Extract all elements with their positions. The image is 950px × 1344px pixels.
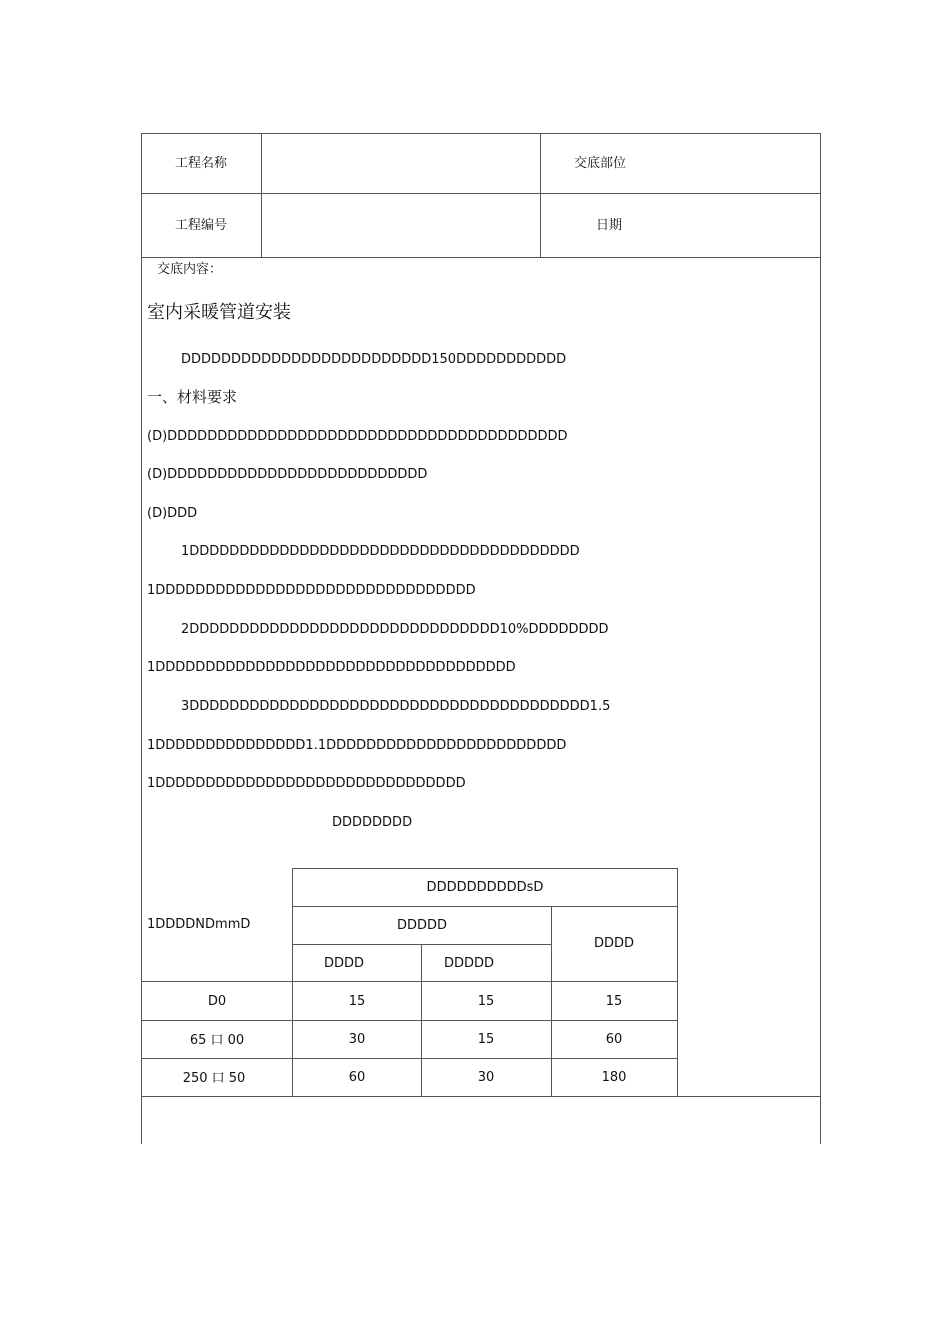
table-cell-size: 65 口 00 bbox=[189, 1033, 245, 1048]
table-cell: 15 bbox=[477, 1032, 495, 1047]
body-line: (D)DDDDDDDDDDDDDDDDDDDDDDDDDDDDDDDDDDDDDDDD bbox=[147, 429, 568, 444]
body-line: 3DDDDDDDDDDDDDDDDDDDDDDDDDDDDDDDDDDDDDDDD1.5 bbox=[181, 699, 611, 714]
project-name-label: 工程名称 bbox=[174, 156, 228, 171]
body-line: 2DDDDDDDDDDDDDDDDDDDDDDDDDDDDDDD10%DDDDDDDD bbox=[181, 622, 609, 637]
body-line: DDDDDDDDDDDDDDDDDDDDDDDDD150DDDDDDDDDDD bbox=[181, 352, 567, 367]
body-line: 1DDDDDDDDDDDDDDD1.1DDDDDDDDDDDDDDDDDDDDDDDD bbox=[147, 738, 567, 753]
table-group-header: DDDDDDDDDDsD bbox=[426, 880, 544, 895]
table-col-header-a: DDDD bbox=[323, 956, 365, 971]
content-label: 交底内容： bbox=[157, 262, 223, 277]
table-cell: 15 bbox=[348, 994, 366, 1009]
body-line: 1DDDDDDDDDDDDDDDDDDDDDDDDDDDDDDDDDDDDDDD bbox=[181, 544, 580, 559]
handover-part-label: 交底部位 bbox=[573, 156, 627, 171]
table-cell-size: 250 口 50 bbox=[182, 1071, 246, 1086]
table-row-header: 1DDDDNDmmD bbox=[147, 917, 251, 932]
body-line: 1DDDDDDDDDDDDDDDDDDDDDDDDDDDDDDDD bbox=[147, 583, 476, 598]
table-cell: 15 bbox=[477, 994, 495, 1009]
table-col-header-c: DDDD bbox=[593, 936, 635, 951]
table-subgroup-header: DDDDD bbox=[396, 918, 448, 933]
body-line: 1DDDDDDDDDDDDDDDDDDDDDDDDDDDDDDD bbox=[147, 776, 466, 791]
body-line: (D)DDDDDDDDDDDDDDDDDDDDDDDDDD bbox=[147, 467, 428, 482]
table-cell: 60 bbox=[605, 1032, 623, 1047]
table-cell: 30 bbox=[348, 1032, 366, 1047]
table-caption: DDDDDDDD bbox=[332, 815, 413, 830]
body-line: 1DDDDDDDDDDDDDDDDDDDDDDDDDDDDDDDDDDDD bbox=[147, 660, 516, 675]
table-cell-size: D0 bbox=[207, 994, 227, 1009]
table-cell: 15 bbox=[605, 994, 623, 1009]
date-label: 日期 bbox=[595, 218, 623, 233]
project-number-label: 工程编号 bbox=[174, 218, 228, 233]
table-cell: 180 bbox=[601, 1070, 627, 1085]
body-line: (D)DDD bbox=[147, 506, 198, 521]
table-col-header-b: DDDDD bbox=[443, 956, 495, 971]
table-cell: 30 bbox=[477, 1070, 495, 1085]
section-heading: 一、材料要求 bbox=[147, 388, 238, 406]
document-title: 室内采暖管道安装 bbox=[147, 302, 291, 323]
table-cell: 60 bbox=[348, 1070, 366, 1085]
